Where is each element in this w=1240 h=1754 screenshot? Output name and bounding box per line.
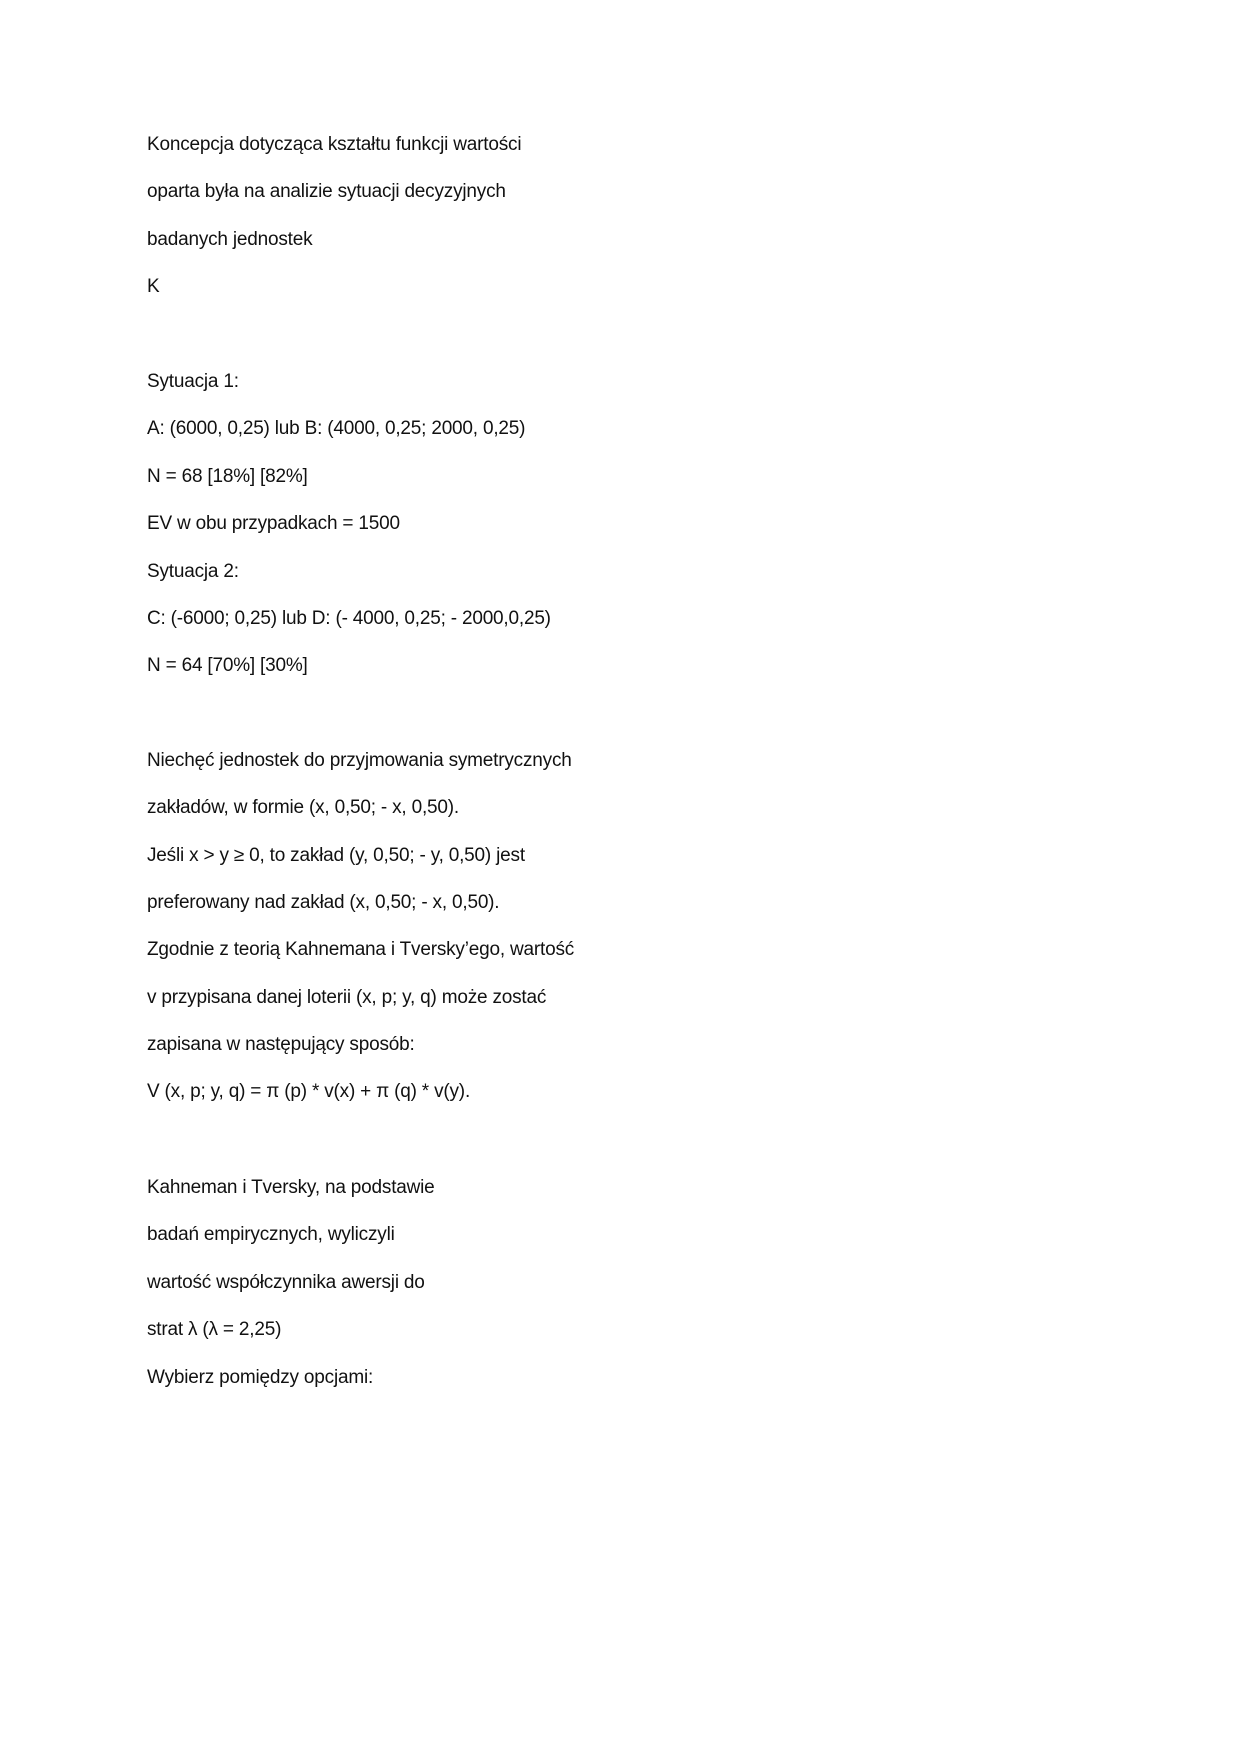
- lambda-line-1: Kahneman i Tversky, na podstawie: [147, 1177, 435, 1198]
- lambda-line-3: wartość współczynnika awersji do: [147, 1272, 425, 1293]
- stray-letter: K: [147, 276, 160, 297]
- aversion-line-3: Jeśli x > y ≥ 0, to zakład (y, 0,50; - y, 0,50) jest: [147, 845, 525, 866]
- theory-line-2: v przypisana danej loterii (x, p; y, q) może zostać: [147, 987, 547, 1008]
- lambda-line-4: strat λ (λ = 2,25): [147, 1319, 282, 1340]
- intro-line-3: badanych jednostek: [147, 229, 313, 250]
- situation-1-results: N = 68 [18%] [82%]: [147, 466, 308, 487]
- aversion-line-2: zakładów, w formie (x, 0,50; - x, 0,50).: [147, 797, 459, 818]
- aversion-line-4: preferowany nad zakład (x, 0,50; - x, 0,50).: [147, 892, 500, 913]
- situation-1-options: A: (6000, 0,25) lub B: (4000, 0,25; 2000, 0,25): [147, 418, 526, 439]
- theory-line-3: zapisana w następujący sposób:: [147, 1034, 415, 1055]
- theory-line-1: Zgodnie z teorią Kahnemana i Tversky’ego, wartość: [147, 939, 575, 960]
- lambda-line-2: badań empirycznych, wyliczyli: [147, 1224, 395, 1245]
- value-formula: V (x, p; y, q) = π (p) * v(x) + π (q) * v(y).: [147, 1081, 471, 1102]
- aversion-line-1: Niechęć jednostek do przyjmowania symetrycznych: [147, 750, 572, 771]
- choose-options-line: Wybierz pomiędzy opcjami:: [147, 1367, 374, 1388]
- expected-value-line: EV w obu przypadkach = 1500: [147, 513, 400, 534]
- situation-2-options: C: (-6000; 0,25) lub D: (- 4000, 0,25; - 2000,0,25): [147, 608, 551, 629]
- situation-2-heading: Sytuacja 2:: [147, 561, 239, 582]
- intro-line-2: oparta była na analizie sytuacji decyzyjnych: [147, 181, 506, 202]
- intro-line-1: Koncepcja dotycząca kształtu funkcji wartości: [147, 134, 522, 155]
- situation-1-heading: Sytuacja 1:: [147, 371, 239, 392]
- situation-2-results: N = 64 [70%] [30%]: [147, 655, 308, 676]
